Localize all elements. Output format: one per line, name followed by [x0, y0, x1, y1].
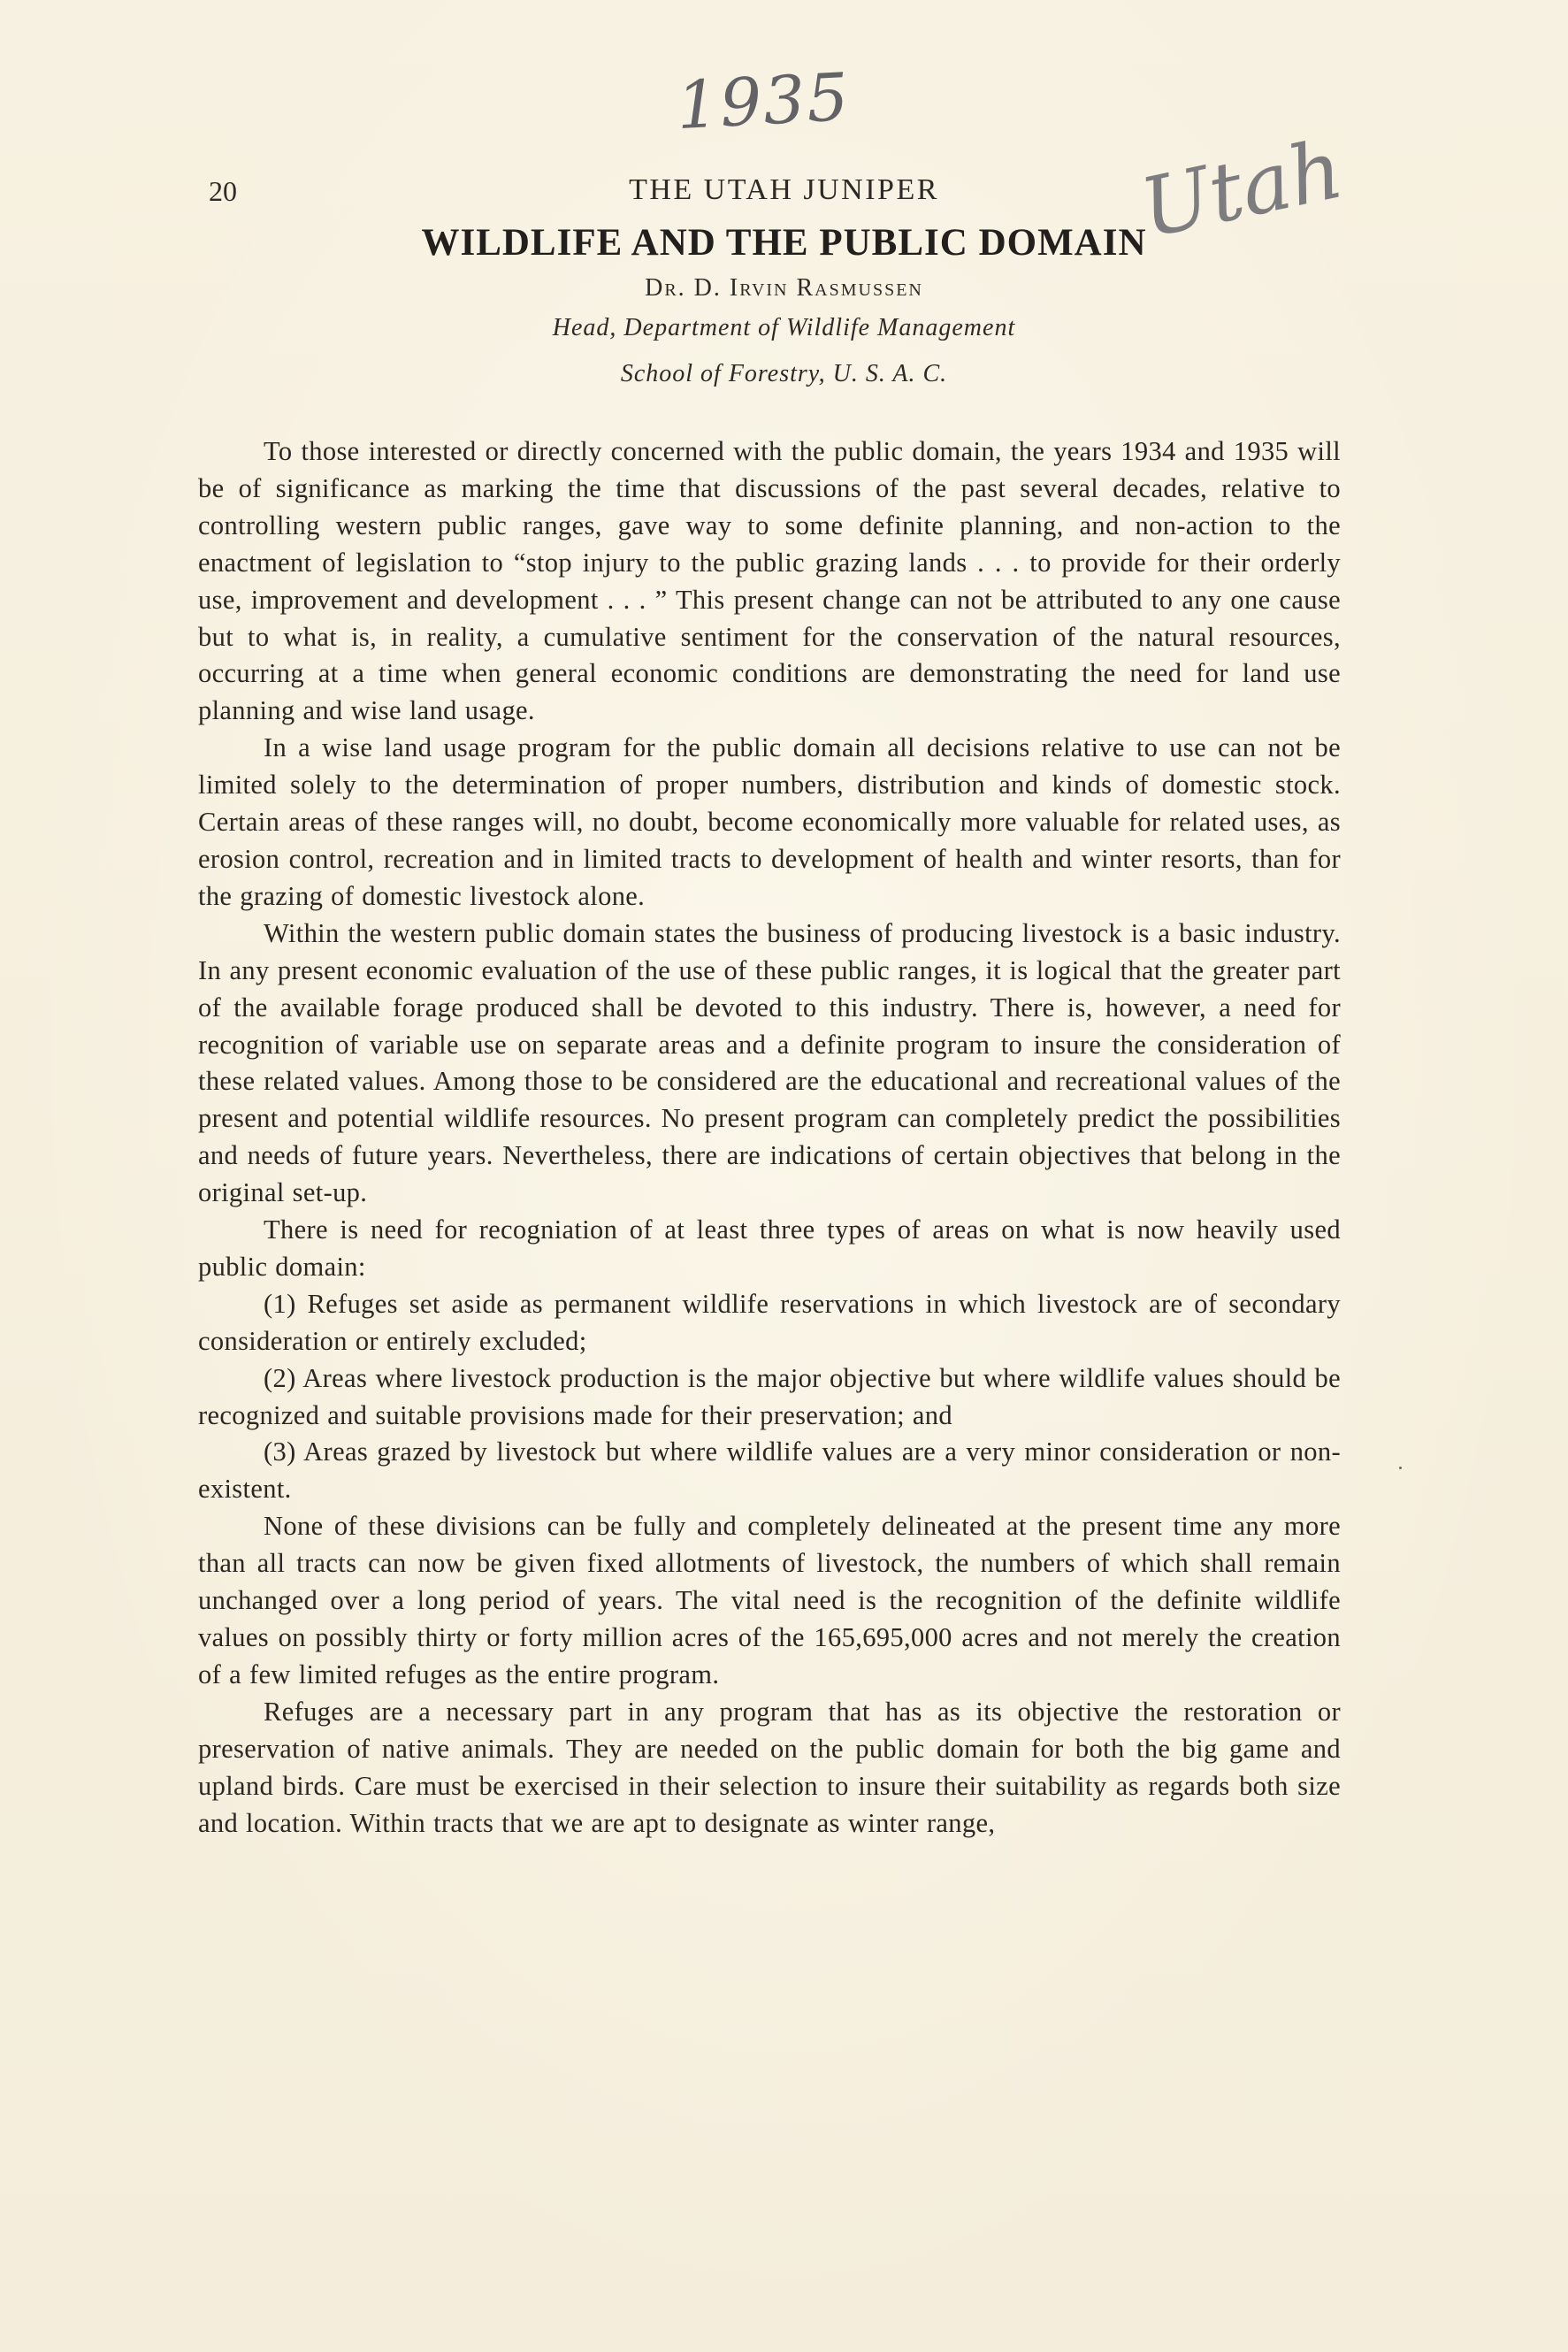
page-number: 20: [209, 175, 237, 207]
author-byline: Dr. D. Irvin Rasmussen: [645, 274, 923, 302]
paragraph-divisions: None of these divisions can be fully and completely delineated at the present time any more than all tracts can now be given fixed allotments of livestock, the numbers of which shall remain unchanged over a long period of years. The vital need is the recognition of the definite wildlife values on possibly thirty or forty million acres of the 165,695,000 acres and not merely the creation of a few limited refuges as the entire program.: [198, 1511, 1341, 1689]
paragraph-area-types: There is need for recogniation of at least three types of areas on what is now heavily used public domain:: [198, 1214, 1341, 1282]
author-affiliation-department: Head, Department of Wildlife Management: [552, 314, 1016, 341]
list-item-grazed-areas: (3) Areas grazed by livestock but where wildlife values are a very minor consideration or non-existent.: [198, 1436, 1341, 1505]
paragraph-intro: To those interested or directly concerned with the public domain, the years 1934 and 1935 will be of significance as marking the time that discussions of the past several decades, relative to controlling western public ranges, gave way to some definite planning, and non-action to the enactment of legislation to “stop injury to the public grazing lands . . . to provide for their orderly use, improvement and development . . . ” This present change can not be attributed to any one cause but to what is, in reality, a cumulative sentiment for the conservation of the natural resources, occurring at a time when general economic conditions are demonstrating the need for land use planning and wise land usage.: [198, 436, 1341, 726]
list-item-refuges: (1) Refuges set aside as permanent wildlife reservations in which livestock are of secondary consideration or entirely excluded;: [198, 1288, 1341, 1356]
paragraph-land-usage: In a wise land usage program for the public domain all decisions relative to use can not be limited solely to the determination of proper numbers, distribution and kinds of domestic stock. Certain areas of these ranges will, no doubt, become economically more valuable for related uses, as erosion control, recreation and in limited tracts to development of health and winter resorts, than for the grazing of domestic livestock alone.: [198, 732, 1341, 911]
handwritten-state-annotation: Utah: [1133, 121, 1351, 257]
running-head: THE UTAH JUNIPER: [629, 173, 939, 206]
article-title: WILDLIFE AND THE PUBLIC DOMAIN: [421, 222, 1147, 264]
paragraph-livestock-industry: Within the western public domain states the business of producing livestock is a basic industry. In any present economic evaluation of the use of these public ranges, it is logical that the greater part of the available forage produced shall be devoted to this industry. There is, however, a need for recognition of variable use on separate areas and a definite program to insure the consideration of these related values. Among those to be considered are the educational and recreational values of the present and potential wildlife resources. No present program can completely predict the possibilities and needs of future years. Nevertheless, there are indications of certain objectives that belong in the original set-up.: [198, 917, 1341, 1208]
stray-dot-mark: [1399, 1467, 1402, 1469]
article-body: [198, 433, 1341, 1842]
handwritten-year-annotation: 1935: [674, 58, 853, 145]
author-affiliation-school: School of Forestry, U. S. A. C.: [620, 360, 948, 387]
paragraph-refuges: Refuges are a necessary part in any program that has as its objective the restoration or preservation of native animals. They are needed on the public domain for both the big game and upland birds. Care must be exercised in their selection to insure their suitability as regards both size and location. Within tracts that we are apt to designate as winter range,: [198, 1696, 1341, 1838]
list-item-livestock-areas: (2) Areas where livestock production is the major objective but where wildlife values should be recognized and suitable provisions made for their preservation; and: [198, 1362, 1341, 1430]
